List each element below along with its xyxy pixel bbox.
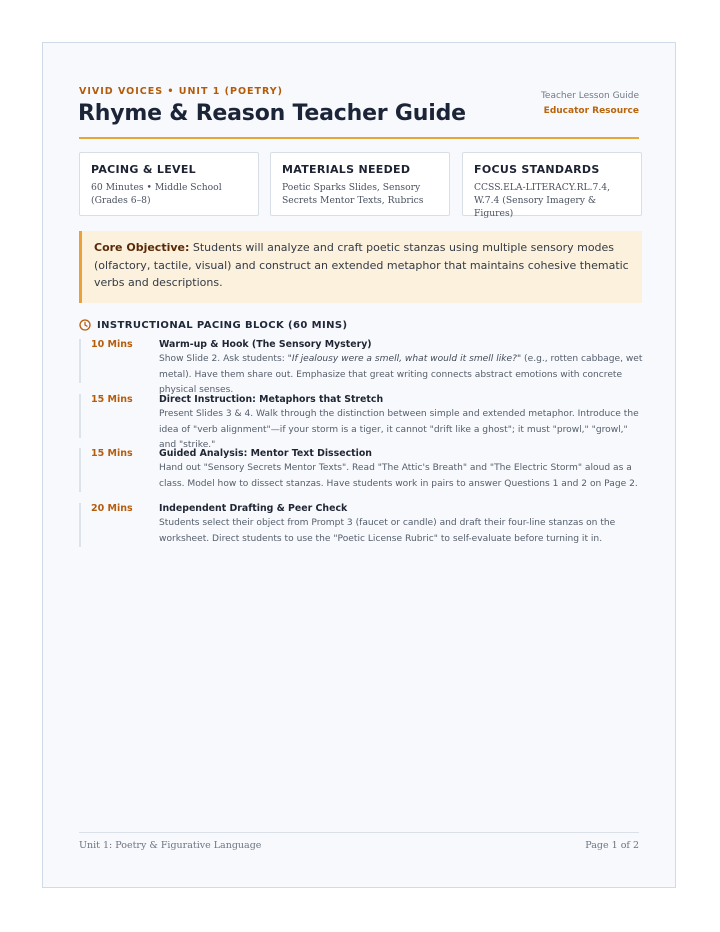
objective-label: Core Objective: xyxy=(94,241,190,254)
pacing-duration: 10 Mins xyxy=(91,339,133,350)
meta-guide-type: Teacher Lesson Guide xyxy=(540,91,639,101)
pacing-block xyxy=(79,448,642,492)
pacing-duration: 15 Mins xyxy=(91,448,133,459)
meta-resource-label: Educator Resource xyxy=(543,106,639,116)
pacing-title: Guided Analysis: Mentor Text Dissection xyxy=(159,448,372,459)
header-divider xyxy=(79,137,639,139)
clock-icon xyxy=(79,319,91,331)
card-text: CCSS.ELA-LITERACY.RL.7.4, W.7.4 (Sensory Imagery & Figures) xyxy=(474,182,611,219)
page-title: Rhyme & Reason Teacher Guide xyxy=(78,101,466,126)
info-cards xyxy=(79,152,642,217)
document-page xyxy=(42,42,676,888)
pacing-section-header xyxy=(79,319,347,331)
header-meta xyxy=(541,91,639,116)
footer-divider xyxy=(79,832,639,833)
pacing-description-text: Show Slide 2. Ask students: xyxy=(159,354,288,364)
pacing-description: Present Slides 3 & 4. Walk through the distinction between simple and extended metaphor. Introduce the idea of "verb alignment"—if your storm is a tiger, it cannot "drift like a ghost"; it must "prowl," "growl," and "strike." xyxy=(159,409,639,450)
pacing-block xyxy=(79,503,642,547)
pacing-section-title: INSTRUCTIONAL PACING BLOCK (60 MINS) xyxy=(97,319,348,331)
pacing-title: Independent Drafting & Peer Check xyxy=(159,503,348,514)
pacing-duration: 15 Mins xyxy=(91,394,133,405)
page-number: Page 1 of 2 xyxy=(585,840,639,851)
card-title: MATERIALS NEEDED xyxy=(282,163,411,176)
pacing-block xyxy=(79,394,642,450)
footer-unit-label: Unit 1: Poetry & Figurative Language xyxy=(79,840,262,851)
core-objective-callout xyxy=(79,231,642,303)
card-materials xyxy=(270,152,450,216)
card-text: Poetic Sparks Slides, Sensory Secrets Mentor Texts, Rubrics xyxy=(282,182,424,206)
pacing-description xyxy=(159,352,646,399)
pacing-block xyxy=(79,339,643,395)
pacing-description-quote: "If jealousy were a smell, what would it smell like?" xyxy=(287,354,522,364)
pacing-title: Warm-up & Hook (The Sensory Mystery) xyxy=(159,339,372,350)
card-standards xyxy=(462,152,642,219)
pacing-description: Hand out "Sensory Secrets Mentor Texts". Read "The Attic's Breath" and "The Electric Storm" aloud as a class. Model how to dissect stanzas. Have students work in pairs to answer Questions 1 and 2 on Page 2. xyxy=(159,463,638,489)
pacing-title: Direct Instruction: Metaphors that Stretch xyxy=(159,394,384,405)
objective-text: Students will analyze and craft poetic stanzas using multiple sensory modes (olfactory, tactile, visual) and construct an extended metaphor that maintains cohesive thematic verbs and descriptions. xyxy=(94,241,629,289)
pacing-description-text: (e.g., rotten cabbage, wet metal). Have them share out. Emphasize that great writing connects abstract emotions with concrete physical senses. xyxy=(159,354,643,395)
card-pacing-level xyxy=(79,152,259,216)
card-title: FOCUS STANDARDS xyxy=(474,163,600,176)
pacing-description: Students select their object from Prompt 3 (faucet or candle) and draft their four-line stanzas on the worksheet. Direct students to use the "Poetic License Rubric" to self-evaluate before turning it in. xyxy=(159,518,616,544)
card-title: PACING & LEVEL xyxy=(91,163,196,176)
unit-eyebrow: VIVID VOICES • UNIT 1 (POETRY) xyxy=(79,86,284,97)
card-text: 60 Minutes • Middle School (Grades 6–8) xyxy=(91,182,222,206)
pacing-duration: 20 Mins xyxy=(91,503,133,514)
